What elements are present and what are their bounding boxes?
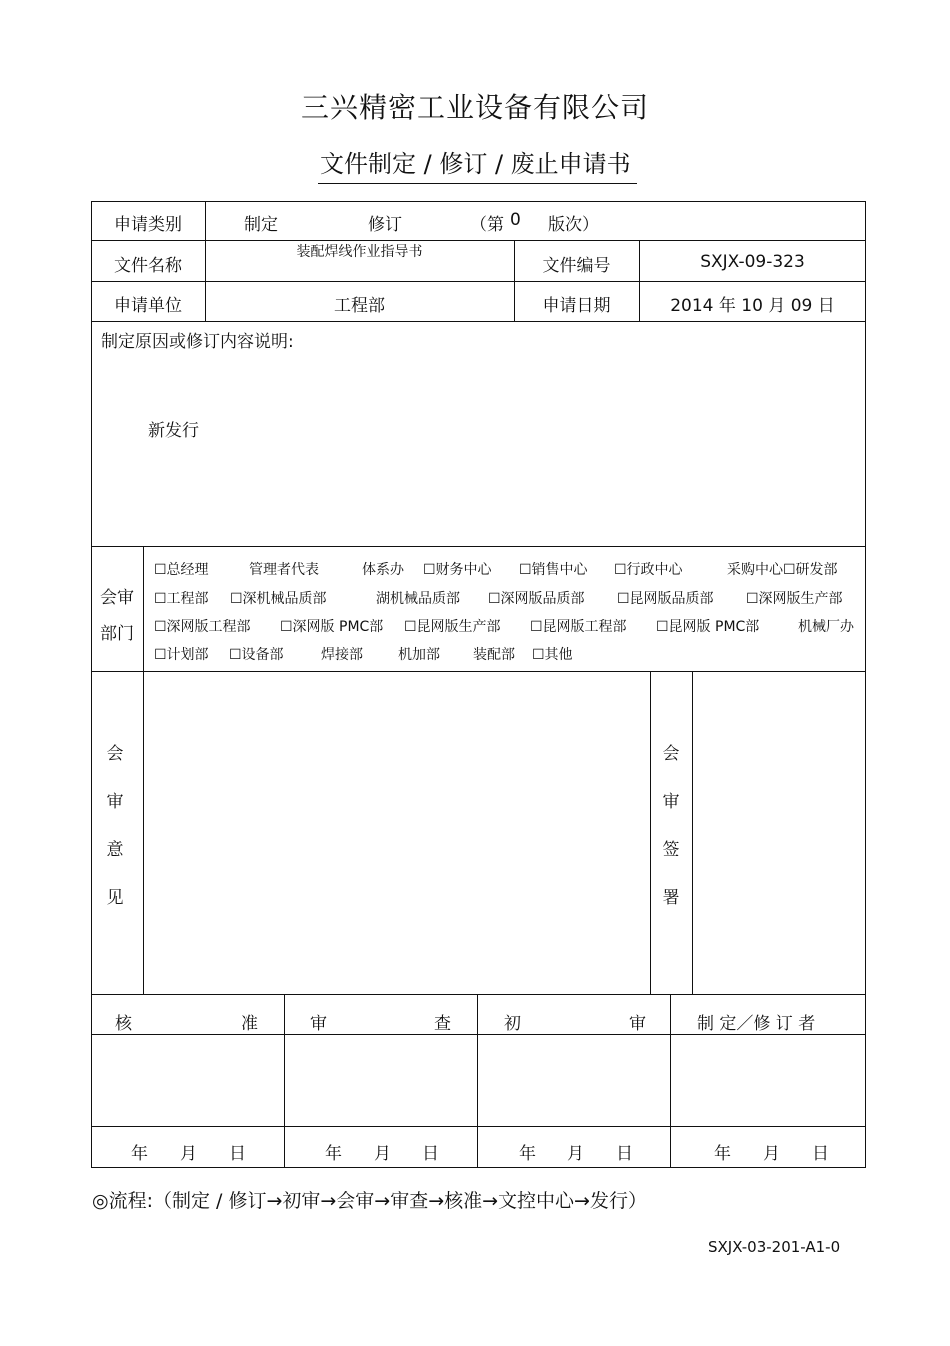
date-day: 日 xyxy=(229,1144,246,1164)
row-divider xyxy=(91,1126,866,1127)
review-sign-char: 审 xyxy=(662,792,680,812)
option-revise[interactable]: 修订 xyxy=(368,215,402,235)
date-day: 日 xyxy=(422,1144,439,1164)
dept-checkbox[interactable]: 机械厂办 xyxy=(798,619,854,635)
row-divider xyxy=(91,281,866,282)
dept-checkbox[interactable]: ☐昆网版品质部 xyxy=(617,591,714,607)
check-header-b: 查 xyxy=(434,1014,451,1034)
dept-checkbox[interactable]: 焊接部 xyxy=(321,647,363,663)
author-signature-area[interactable] xyxy=(672,1036,864,1125)
unit-label: 申请单位 xyxy=(114,296,182,316)
dept-checkbox[interactable]: ☐总经理 xyxy=(154,562,209,578)
dept-checkbox[interactable]: ☐销售中心 xyxy=(519,562,588,578)
dept-checkbox[interactable]: ☐昆网版生产部 xyxy=(404,619,501,635)
dept-checkbox[interactable]: ☐深网版 PMC部 xyxy=(280,619,384,635)
date-value[interactable]: 2014 年 10 月 09 日 xyxy=(670,296,835,316)
version-open: （第 xyxy=(470,215,504,235)
review-opinion-char: 审 xyxy=(106,792,124,812)
form-title: 文件制定 / 修订 / 废止申请书 xyxy=(318,144,637,184)
version-number[interactable]: 0 xyxy=(510,210,521,230)
col-divider xyxy=(284,994,285,1168)
dept-checkbox[interactable]: ☐昆网版工程部 xyxy=(530,619,627,635)
date-label: 申请日期 xyxy=(542,296,611,316)
check-signature-area[interactable] xyxy=(286,1036,476,1125)
dept-checkbox[interactable]: 体系办 xyxy=(362,562,404,578)
dept-checkbox[interactable]: ☐其他 xyxy=(532,647,573,663)
row-divider xyxy=(91,321,866,322)
col-divider xyxy=(670,994,671,1168)
review-opinion-char: 意 xyxy=(106,840,124,860)
dept-checkbox[interactable]: 湖机械品质部 xyxy=(376,591,460,607)
row-divider xyxy=(91,994,866,995)
dept-checkbox[interactable]: ☐昆网版 PMC部 xyxy=(656,619,760,635)
col-divider xyxy=(477,994,478,1168)
dept-checkbox[interactable]: ☐工程部 xyxy=(154,591,209,607)
approve-signature-area[interactable] xyxy=(93,1036,283,1125)
dept-checkbox[interactable]: ☐计划部 xyxy=(154,647,209,663)
review-opinion-char: 会 xyxy=(106,744,124,764)
date-day: 日 xyxy=(812,1144,829,1164)
dept-checkbox[interactable]: ☐深网版品质部 xyxy=(488,591,585,607)
date-month: 月 xyxy=(567,1144,584,1164)
col-divider xyxy=(143,546,144,994)
review-sign-char: 署 xyxy=(662,888,680,908)
dept-checkbox[interactable]: ☐设备部 xyxy=(229,647,284,663)
review-opinion-label xyxy=(95,730,135,922)
form-number: SXJX-03-201-A1-0 xyxy=(708,1238,841,1256)
date-month: 月 xyxy=(763,1144,780,1164)
reason-label: 制定原因或修订内容说明: xyxy=(101,332,294,352)
dept-label-line1: 会审 xyxy=(100,588,134,608)
review-opinion-char: 见 xyxy=(106,888,124,908)
category-label: 申请类别 xyxy=(114,215,182,235)
initial-review-signature-area[interactable] xyxy=(479,1036,669,1125)
dept-checkbox[interactable]: ☐深网版工程部 xyxy=(154,619,251,635)
reason-content[interactable]: 新发行 xyxy=(148,421,199,441)
row-divider xyxy=(91,1034,866,1035)
date-year: 年 xyxy=(325,1144,342,1164)
review-sign-label xyxy=(651,730,691,922)
col-divider xyxy=(692,671,693,994)
dept-checkbox[interactable]: ☐深机械品质部 xyxy=(230,591,327,607)
dept-label-line2: 部门 xyxy=(100,624,134,644)
author-header: 制 定／修 订 者 xyxy=(697,1014,816,1034)
doc-name-label: 文件名称 xyxy=(114,256,182,276)
dept-checkbox[interactable]: ☐深网版生产部 xyxy=(746,591,843,607)
review-opinion-area[interactable] xyxy=(145,673,649,993)
dept-checkbox[interactable]: 管理者代表 xyxy=(249,562,319,578)
row-divider xyxy=(91,671,866,672)
review-sign-char: 签 xyxy=(662,840,680,860)
doc-no-label: 文件编号 xyxy=(542,256,611,276)
review-sign-area[interactable] xyxy=(694,673,864,993)
date-year: 年 xyxy=(519,1144,536,1164)
unit-value[interactable]: 工程部 xyxy=(334,296,385,316)
date-month: 月 xyxy=(374,1144,391,1164)
dept-checkbox[interactable]: 装配部 xyxy=(473,647,515,663)
date-day: 日 xyxy=(616,1144,633,1164)
dept-checkbox[interactable]: ☐财务中心 xyxy=(423,562,492,578)
option-establish[interactable]: 制定 xyxy=(244,215,278,235)
check-header-a: 审 xyxy=(310,1014,327,1034)
review-sign-char: 会 xyxy=(662,744,680,764)
approve-header-a: 核 xyxy=(115,1014,132,1034)
date-year: 年 xyxy=(714,1144,731,1164)
approve-header-b: 准 xyxy=(241,1014,258,1034)
dept-checkbox[interactable]: 机加部 xyxy=(398,647,440,663)
doc-name-value[interactable]: 装配焊线作业指导书 xyxy=(296,244,423,260)
dept-checkbox[interactable]: 采购中心☐研发部 xyxy=(727,562,838,578)
row-divider xyxy=(91,546,866,547)
company-name: 三兴精密工业设备有限公司 xyxy=(300,91,649,124)
dept-checkbox[interactable]: ☐行政中心 xyxy=(614,562,683,578)
date-month: 月 xyxy=(180,1144,197,1164)
version-close: 版次） xyxy=(548,215,599,235)
initial-review-header-a: 初 xyxy=(504,1014,521,1034)
process-flow: ◎流程:（制定 / 修订→初审→会审→审查→核准→文控中心→发行） xyxy=(92,1190,647,1212)
date-year: 年 xyxy=(131,1144,148,1164)
initial-review-header-b: 审 xyxy=(629,1014,646,1034)
doc-no-value[interactable]: SXJX-09-323 xyxy=(700,252,805,272)
